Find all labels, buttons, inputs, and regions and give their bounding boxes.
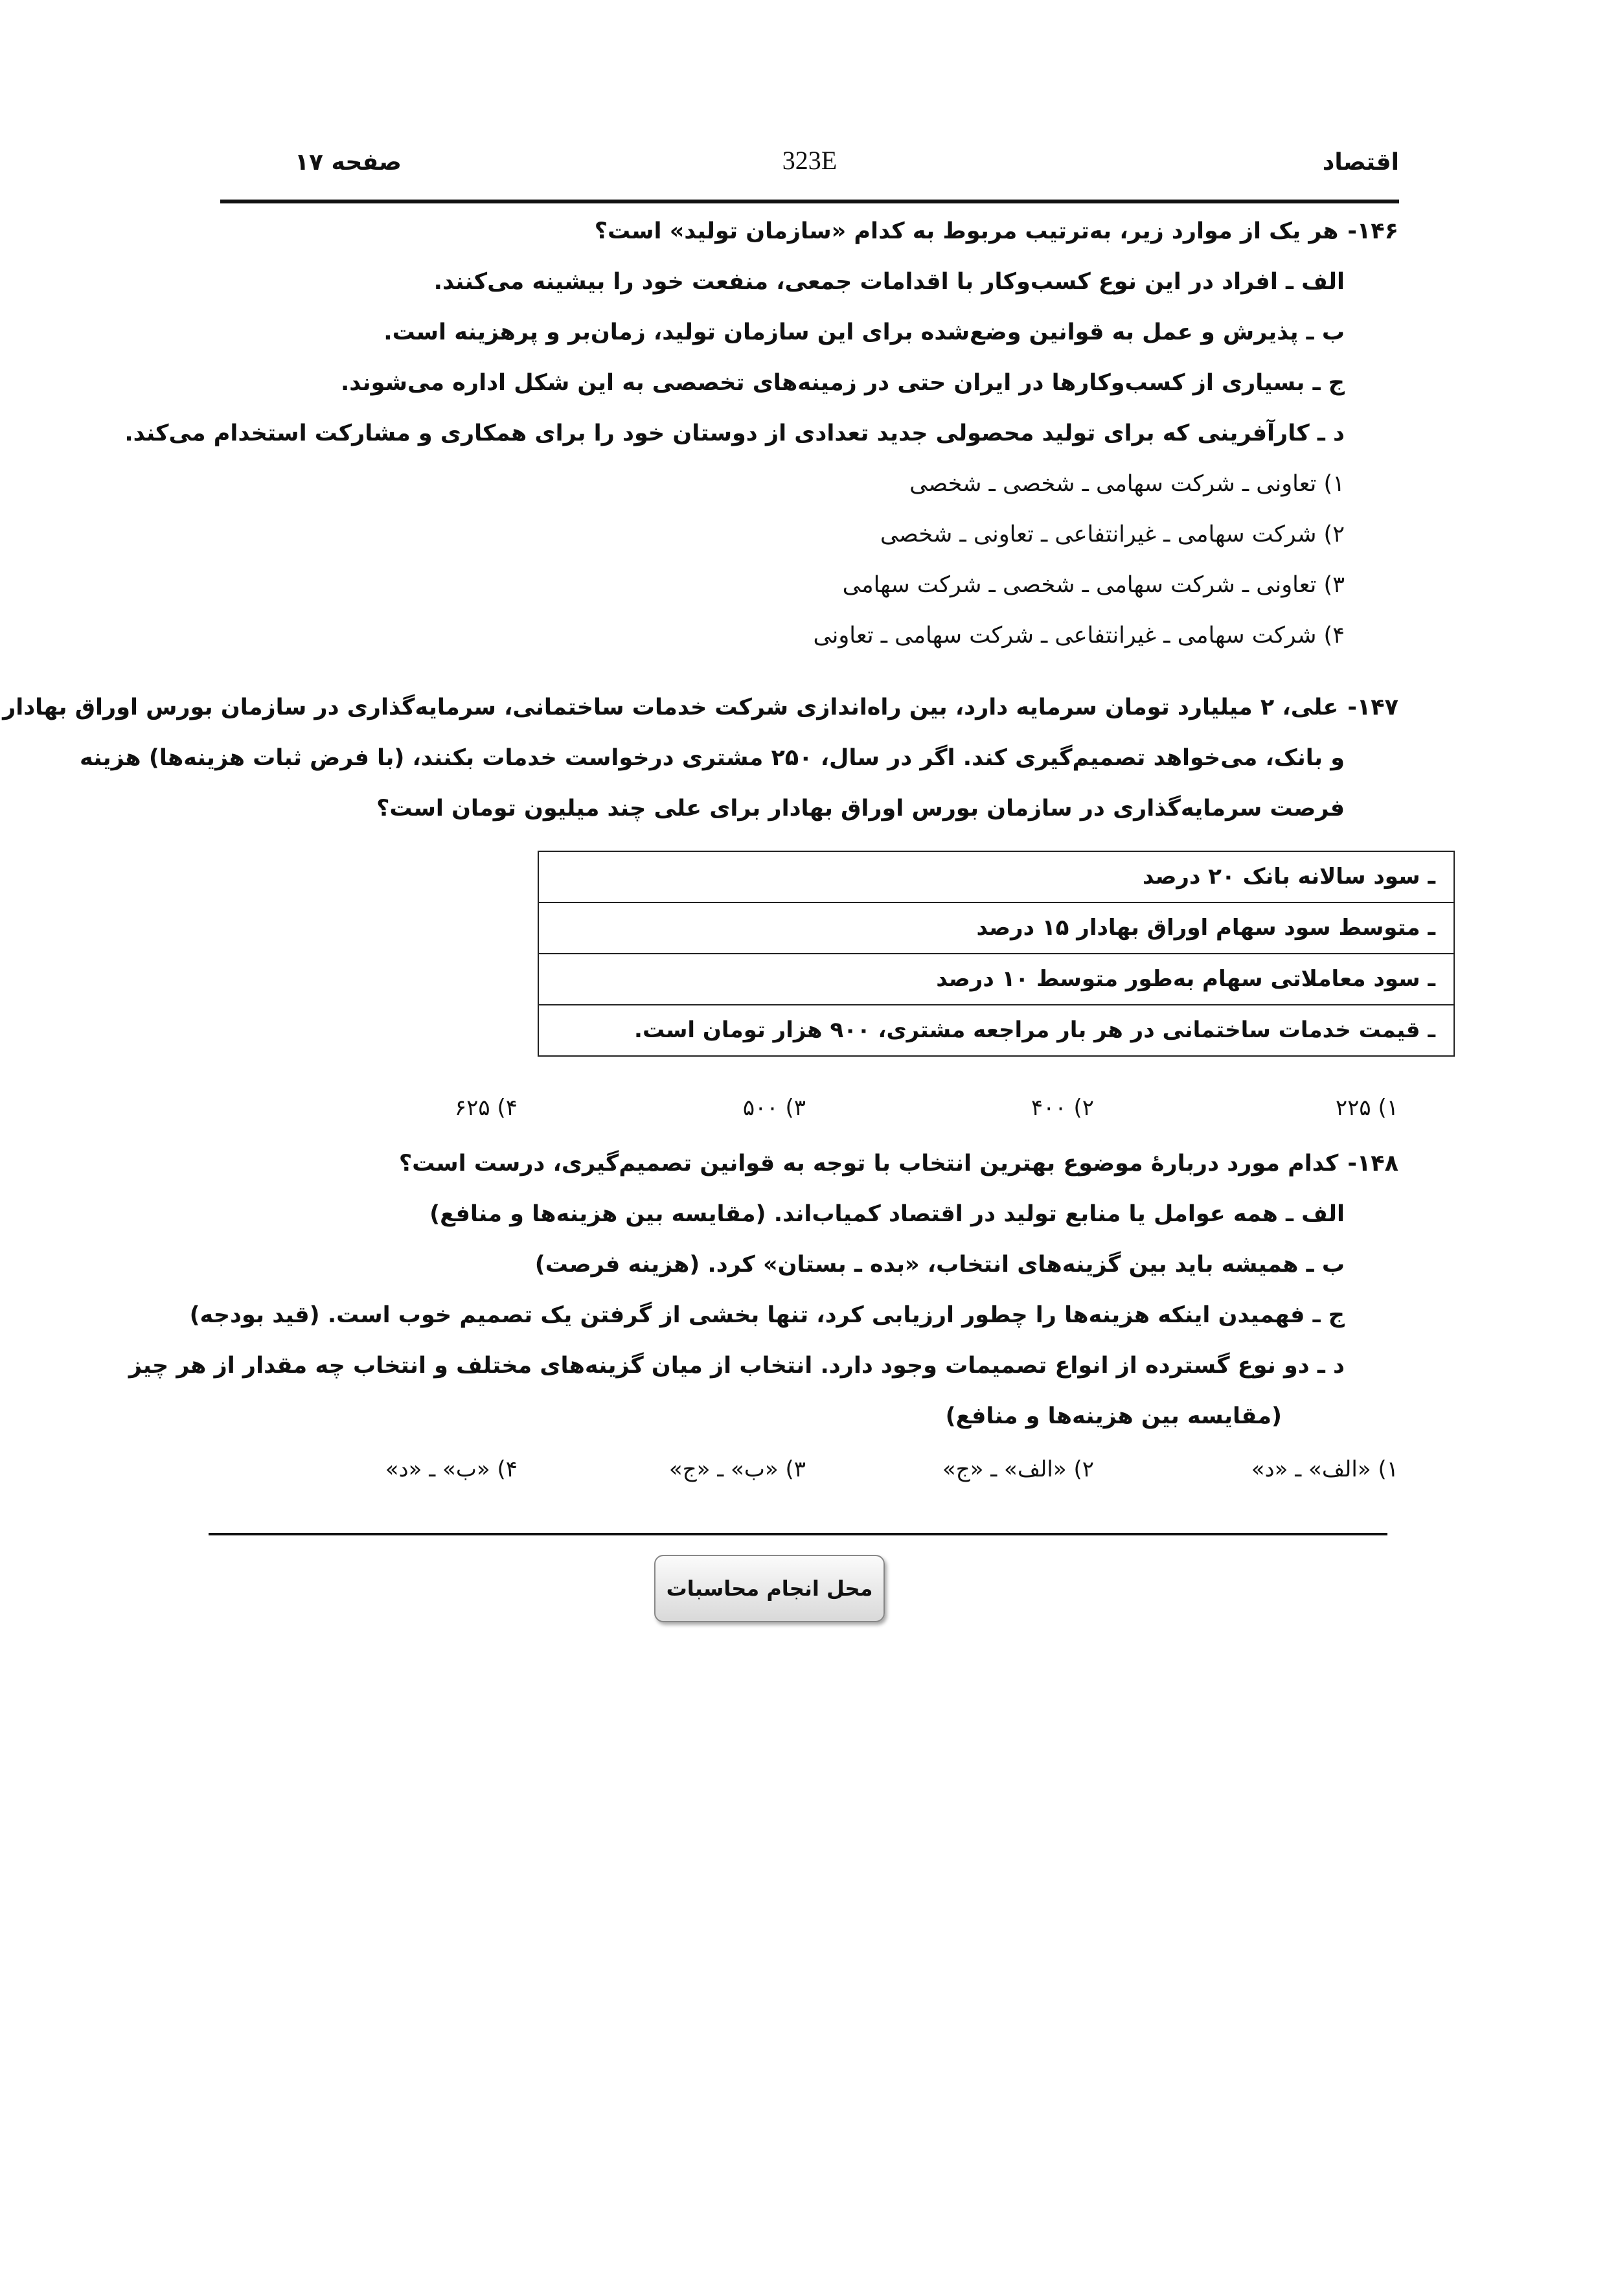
footer-divider xyxy=(209,1533,1387,1535)
item-dal: د ـ کارآفرینی که برای تولید محصولی جدید تعدادی از دوستان خود را برای همکاری و مشارکت استخدام می‌کند. xyxy=(124,420,1345,446)
table-row: ـ سود سالانه بانک ۲۰ درصد xyxy=(539,852,1453,903)
option-4[interactable]: ۴) «ب» ـ «د» xyxy=(385,1456,518,1482)
item-be: ب ـ همیشه باید بین گزینه‌های انتخاب، «بده ـ بستان» کرد. (هزینه فرصت) xyxy=(534,1252,1345,1278)
option-4[interactable]: ۴) شرکت سهامی ـ غیرانتفاعی ـ شرکت سهامی ـ تعاونی xyxy=(813,623,1345,649)
info-table xyxy=(538,851,1455,1057)
option-2[interactable]: ۲) شرکت سهامی ـ غیرانتفاعی ـ تعاونی ـ شخصی xyxy=(880,522,1345,547)
table-row: ـ قیمت خدمات ساختمانی در هر بار مراجعه مشتری، ۹۰۰ هزار تومان است. xyxy=(634,1017,1435,1043)
question-number: ۱۴۸- xyxy=(1347,1151,1398,1177)
option-2[interactable]: ۲) «الف» ـ «ج» xyxy=(942,1456,1094,1482)
question-146 xyxy=(97,206,1398,661)
item-alef: الف ـ همه عوامل یا منابع تولید در اقتصاد کمیاب‌اند. (مقایسه بین هزینه‌ها و منافع) xyxy=(429,1201,1345,1227)
booklet-code: 323E xyxy=(782,146,838,175)
table-row: ـ متوسط سود سهام اوراق بهادار ۱۵ درصد xyxy=(539,903,1453,954)
option-2[interactable]: ۲) ۴۰۰ xyxy=(1031,1095,1094,1121)
question-148 xyxy=(97,1138,1398,1441)
item-jim: ج ـ بسیاری از کسب‌وکارها در ایران حتی در زمینه‌های تخصصی به این شکل اداره می‌شوند. xyxy=(340,370,1345,396)
item-dal-continued: (مقایسه بین هزینه‌ها و منافع) xyxy=(945,1403,1282,1429)
item-jim: ج ـ فهمیدن اینکه هزینه‌ها را چطور ارزیابی کرد، تنها بخشی از گرفتن یک تصمیم خوب است. (قید بودجه) xyxy=(189,1302,1345,1328)
table-row: ـ سود معاملاتی سهام به‌طور متوسط ۱۰ درصد xyxy=(539,954,1453,1005)
stem-text: کدام مورد دربارهٔ موضوع بهترین انتخاب با توجه به قوانین تصمیم‌گیری، درست است؟ xyxy=(398,1151,1339,1177)
page-number: صفحه ۱۷ xyxy=(295,149,402,176)
item-be: ب ـ پذیرش و عمل به قوانین وضع‌شده برای این سازمان تولید، زمان‌بر و پرهزینه است. xyxy=(383,319,1345,345)
question-147 xyxy=(3,682,1398,834)
option-1[interactable]: ۱) ۲۲۵ xyxy=(1335,1095,1398,1121)
header-divider xyxy=(220,200,1399,203)
option-4[interactable]: ۴) ۶۲۵ xyxy=(454,1095,518,1121)
stem-line-1: علی، ۲ میلیارد تومان سرمایه دارد، بین راه‌اندازی شرکت خدمات ساختمانی، سرمایه‌گذاری در سازمان بورس اوراق بهادار xyxy=(3,695,1339,720)
q148-options xyxy=(181,1456,1398,1495)
stem-line-2: و بانک، می‌خواهد تصمیم‌گیری کند. اگر در سال، ۲۵۰ مشتری درخواست خدمات بکنند، (با فرض ثبات هزینه‌ها) هزینه xyxy=(80,745,1345,771)
option-1[interactable]: ۱) «الف» ـ «د» xyxy=(1251,1456,1398,1482)
option-3[interactable]: ۳) ۵۰۰ xyxy=(742,1095,806,1121)
question-number: ۱۴۶- xyxy=(1347,218,1398,244)
question-stem xyxy=(97,1138,1398,1189)
question-number: ۱۴۷- xyxy=(1347,695,1398,720)
subject-title: اقتصاد xyxy=(1322,149,1399,176)
question-stem xyxy=(3,682,1398,733)
option-3[interactable]: ۳) تعاونی ـ شرکت سهامی ـ شخصی ـ شرکت سهامی xyxy=(842,572,1345,598)
item-dal: د ـ دو نوع گسترده از انواع تصمیمات وجود دارد. انتخاب از میان گزینه‌های مختلف و انتخاب چه مقدار از هر چیز xyxy=(128,1353,1345,1379)
page-header xyxy=(220,145,1399,190)
option-1[interactable]: ۱) تعاونی ـ شرکت سهامی ـ شخصی ـ شخصی xyxy=(909,471,1345,497)
stem-text: هر یک از موارد زیر، به‌ترتیب مربوط به کدام «سازمان تولید» است؟ xyxy=(594,218,1339,244)
option-3[interactable]: ۳) «ب» ـ «ج» xyxy=(668,1456,806,1482)
stem-line-3: فرصت سرمایه‌گذاری در سازمان بورس اوراق بهادار برای علی چند میلیون تومان است؟ xyxy=(376,796,1345,821)
question-stem xyxy=(97,206,1398,257)
calculation-area-label: محل انجام محاسبات xyxy=(654,1555,885,1622)
item-alef: الف ـ افراد در این نوع کسب‌وکار با اقدامات جمعی، منفعت خود را بیشینه می‌کنند. xyxy=(433,269,1345,295)
q147-options xyxy=(181,1095,1398,1134)
